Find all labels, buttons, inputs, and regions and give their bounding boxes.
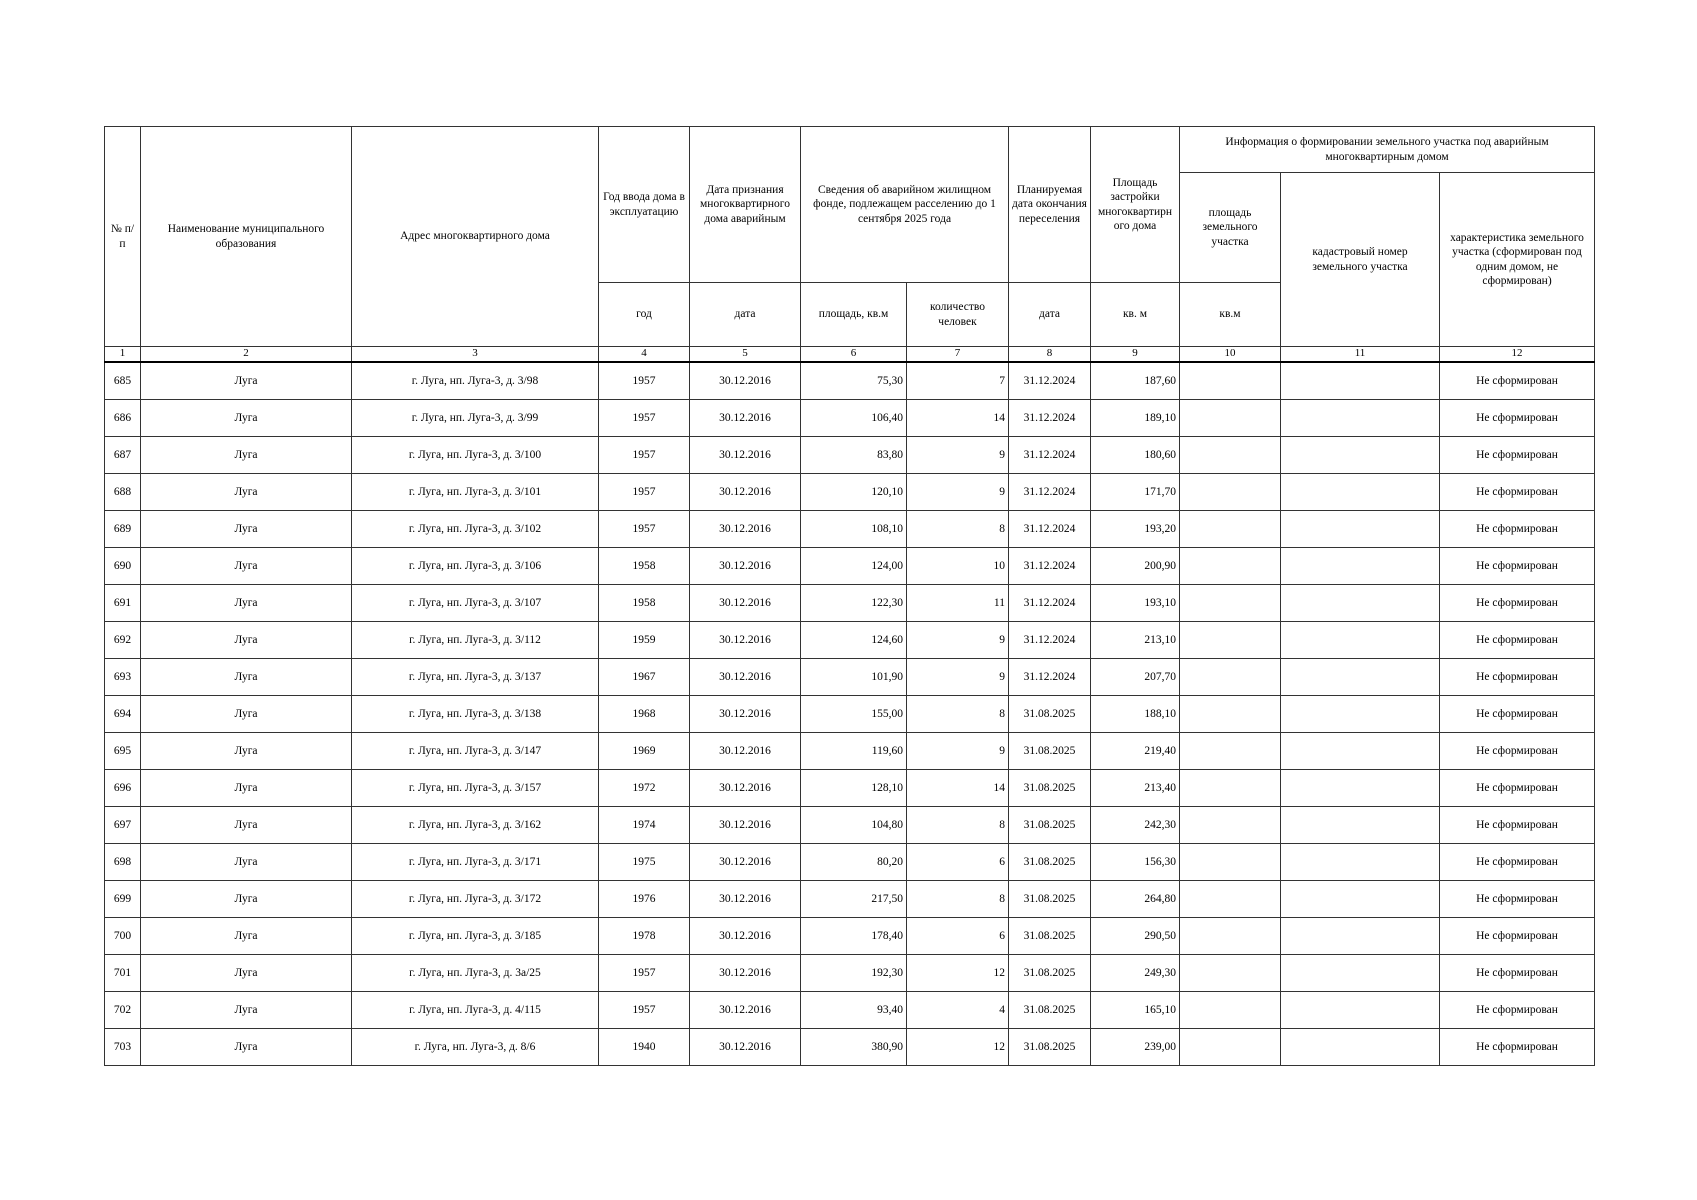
cell-date: 30.12.2016: [690, 511, 801, 548]
column-number: 8: [1009, 347, 1091, 363]
cell-cadastral: [1281, 955, 1440, 992]
cell-num: 686: [105, 400, 141, 437]
cell-date: 30.12.2016: [690, 955, 801, 992]
cell-building-area: 213,10: [1091, 622, 1180, 659]
column-number: 9: [1091, 347, 1180, 363]
cell-people: 8: [907, 511, 1009, 548]
cell-address: г. Луга, нп. Луга-3, д. 3/137: [352, 659, 599, 696]
cell-num: 700: [105, 918, 141, 955]
cell-people: 4: [907, 992, 1009, 1029]
cell-land-area: [1180, 955, 1281, 992]
cell-year: 1967: [599, 659, 690, 696]
table-row: [105, 548, 1595, 585]
cell-building-area: 156,30: [1091, 844, 1180, 881]
cell-cadastral: [1281, 474, 1440, 511]
cell-planned-date: 31.08.2025: [1009, 733, 1091, 770]
cell-people: 8: [907, 807, 1009, 844]
cell-address: г. Луга, нп. Луга-3, д. 3/112: [352, 622, 599, 659]
cell-date: 30.12.2016: [690, 696, 801, 733]
cell-characteristic: Не сформирован: [1440, 918, 1595, 955]
cell-date: 30.12.2016: [690, 400, 801, 437]
cell-area: 104,80: [801, 807, 907, 844]
table-row: [105, 511, 1595, 548]
unit-year: год: [599, 283, 690, 347]
header-land-area: площадь земельного участка: [1180, 173, 1281, 283]
cell-planned-date: 31.08.2025: [1009, 881, 1091, 918]
cell-municipality: Луга: [141, 881, 352, 918]
cell-date: 30.12.2016: [690, 881, 801, 918]
table-row: [105, 733, 1595, 770]
table-row: [105, 659, 1595, 696]
cell-planned-date: 31.12.2024: [1009, 622, 1091, 659]
cell-planned-date: 31.08.2025: [1009, 844, 1091, 881]
table-row: [105, 400, 1595, 437]
cell-num: 691: [105, 585, 141, 622]
cell-municipality: Луга: [141, 844, 352, 881]
cell-num: 690: [105, 548, 141, 585]
cell-municipality: Луга: [141, 585, 352, 622]
cell-people: 11: [907, 585, 1009, 622]
cell-characteristic: Не сформирован: [1440, 585, 1595, 622]
table-row: [105, 918, 1595, 955]
cell-area: 217,50: [801, 881, 907, 918]
table-row: [105, 696, 1595, 733]
cell-people: 12: [907, 1029, 1009, 1066]
cell-municipality: Луга: [141, 955, 352, 992]
cell-building-area: 193,10: [1091, 585, 1180, 622]
cell-building-area: 219,40: [1091, 733, 1180, 770]
cell-area: 83,80: [801, 437, 907, 474]
cell-year: 1974: [599, 807, 690, 844]
table-row: [105, 474, 1595, 511]
cell-people: 8: [907, 881, 1009, 918]
cell-characteristic: Не сформирован: [1440, 992, 1595, 1029]
cell-building-area: 264,80: [1091, 881, 1180, 918]
cell-building-area: 249,30: [1091, 955, 1180, 992]
cell-characteristic: Не сформирован: [1440, 362, 1595, 400]
cell-building-area: 189,10: [1091, 400, 1180, 437]
cell-year: 1976: [599, 881, 690, 918]
cell-num: 702: [105, 992, 141, 1029]
cell-characteristic: Не сформирован: [1440, 807, 1595, 844]
cell-characteristic: Не сформирован: [1440, 548, 1595, 585]
cell-address: г. Луга, нп. Луга-3, д. 3/172: [352, 881, 599, 918]
cell-people: 8: [907, 696, 1009, 733]
header-date-recognized: Дата признания многоквартирного дома аварийным: [690, 127, 801, 283]
cell-building-area: 207,70: [1091, 659, 1180, 696]
cell-building-area: 290,50: [1091, 918, 1180, 955]
cell-address: г. Луга, нп. Луга-3, д. 3/138: [352, 696, 599, 733]
unit-date2: дата: [1009, 283, 1091, 347]
cell-planned-date: 31.08.2025: [1009, 770, 1091, 807]
cell-land-area: [1180, 659, 1281, 696]
cell-num: 697: [105, 807, 141, 844]
cell-land-area: [1180, 918, 1281, 955]
cell-date: 30.12.2016: [690, 659, 801, 696]
cell-cadastral: [1281, 696, 1440, 733]
column-number: 6: [801, 347, 907, 363]
cell-characteristic: Не сформирован: [1440, 696, 1595, 733]
cell-land-area: [1180, 362, 1281, 400]
cell-year: 1957: [599, 992, 690, 1029]
table-row: [105, 807, 1595, 844]
cell-municipality: Луга: [141, 696, 352, 733]
cell-land-area: [1180, 548, 1281, 585]
cell-address: г. Луга, нп. Луга-3, д. 3/171: [352, 844, 599, 881]
cell-building-area: 213,40: [1091, 770, 1180, 807]
cell-area: 75,30: [801, 362, 907, 400]
cell-year: 1968: [599, 696, 690, 733]
cell-municipality: Луга: [141, 474, 352, 511]
cell-cadastral: [1281, 844, 1440, 881]
cell-municipality: Луга: [141, 1029, 352, 1066]
cell-land-area: [1180, 437, 1281, 474]
cell-people: 9: [907, 733, 1009, 770]
cell-characteristic: Не сформирован: [1440, 1029, 1595, 1066]
cell-people: 9: [907, 659, 1009, 696]
cell-year: 1958: [599, 548, 690, 585]
cell-planned-date: 31.12.2024: [1009, 659, 1091, 696]
cell-land-area: [1180, 1029, 1281, 1066]
header-land-info: Информация о формировании земельного участка под аварийным многоквартирным домом: [1180, 127, 1595, 173]
header-year: Год ввода дома в эксплуатацию: [599, 127, 690, 283]
cell-area: 101,90: [801, 659, 907, 696]
cell-date: 30.12.2016: [690, 733, 801, 770]
cell-date: 30.12.2016: [690, 585, 801, 622]
cell-land-area: [1180, 622, 1281, 659]
cell-land-area: [1180, 400, 1281, 437]
cell-people: 6: [907, 844, 1009, 881]
cell-num: 692: [105, 622, 141, 659]
cell-num: 687: [105, 437, 141, 474]
cell-date: 30.12.2016: [690, 770, 801, 807]
header-characteristic: характеристика земельного участка (сформирован под одним домом, не сформирован): [1440, 173, 1595, 347]
cell-cadastral: [1281, 770, 1440, 807]
cell-characteristic: Не сформирован: [1440, 400, 1595, 437]
cell-land-area: [1180, 474, 1281, 511]
cell-num: 696: [105, 770, 141, 807]
header-emergency-info: Сведения об аварийном жилищном фонде, подлежащем расселению до 1 сентября 2025 года: [801, 127, 1009, 283]
column-number: 10: [1180, 347, 1281, 363]
cell-area: 128,10: [801, 770, 907, 807]
cell-address: г. Луга, нп. Луга-3, д. 3а/25: [352, 955, 599, 992]
cell-characteristic: Не сформирован: [1440, 622, 1595, 659]
table-row: [105, 622, 1595, 659]
table-row: [105, 992, 1595, 1029]
cell-num: 693: [105, 659, 141, 696]
cell-land-area: [1180, 585, 1281, 622]
cell-municipality: Луга: [141, 733, 352, 770]
cell-area: 124,60: [801, 622, 907, 659]
cell-num: 698: [105, 844, 141, 881]
cell-year: 1978: [599, 918, 690, 955]
cell-planned-date: 31.12.2024: [1009, 362, 1091, 400]
cell-municipality: Луга: [141, 437, 352, 474]
cell-cadastral: [1281, 437, 1440, 474]
table-row: [105, 955, 1595, 992]
cell-address: г. Луга, нп. Луга-3, д. 3/102: [352, 511, 599, 548]
cell-characteristic: Не сформирован: [1440, 437, 1595, 474]
unit-people: количество человек: [907, 283, 1009, 347]
cell-date: 30.12.2016: [690, 1029, 801, 1066]
cell-building-area: 187,60: [1091, 362, 1180, 400]
cell-municipality: Луга: [141, 400, 352, 437]
cell-municipality: Луга: [141, 770, 352, 807]
cell-land-area: [1180, 696, 1281, 733]
cell-cadastral: [1281, 881, 1440, 918]
cell-land-area: [1180, 881, 1281, 918]
cell-municipality: Луга: [141, 511, 352, 548]
cell-year: 1957: [599, 474, 690, 511]
cell-municipality: Луга: [141, 992, 352, 1029]
cell-date: 30.12.2016: [690, 437, 801, 474]
cell-date: 30.12.2016: [690, 622, 801, 659]
cell-address: г. Луга, нп. Луга-3, д. 3/106: [352, 548, 599, 585]
cell-area: 155,00: [801, 696, 907, 733]
cell-area: 178,40: [801, 918, 907, 955]
cell-year: 1957: [599, 362, 690, 400]
cell-year: 1957: [599, 511, 690, 548]
cell-year: 1975: [599, 844, 690, 881]
cell-building-area: 180,60: [1091, 437, 1180, 474]
cell-address: г. Луга, нп. Луга-3, д. 3/99: [352, 400, 599, 437]
cell-date: 30.12.2016: [690, 548, 801, 585]
cell-cadastral: [1281, 807, 1440, 844]
cell-num: 685: [105, 362, 141, 400]
cell-municipality: Луга: [141, 622, 352, 659]
header-municipality: Наименование муниципального образования: [141, 127, 352, 347]
cell-cadastral: [1281, 548, 1440, 585]
cell-address: г. Луга, нп. Луга-3, д. 3/147: [352, 733, 599, 770]
header-cadastral: кадастровый номер земельного участка: [1281, 173, 1440, 347]
cell-planned-date: 31.08.2025: [1009, 807, 1091, 844]
header-planned-date: Планируемая дата окончания переселения: [1009, 127, 1091, 283]
cell-year: 1940: [599, 1029, 690, 1066]
unit-date: дата: [690, 283, 801, 347]
column-number: 7: [907, 347, 1009, 363]
unit-sqm2: кв.м: [1180, 283, 1281, 347]
cell-cadastral: [1281, 400, 1440, 437]
cell-planned-date: 31.08.2025: [1009, 918, 1091, 955]
cell-people: 9: [907, 437, 1009, 474]
unit-area: площадь, кв.м: [801, 283, 907, 347]
cell-planned-date: 31.08.2025: [1009, 1029, 1091, 1066]
cell-num: 703: [105, 1029, 141, 1066]
cell-address: г. Луга, нп. Луга-3, д. 3/162: [352, 807, 599, 844]
cell-address: г. Луга, нп. Луга-3, д. 3/185: [352, 918, 599, 955]
table-row: [105, 585, 1595, 622]
cell-num: 694: [105, 696, 141, 733]
cell-year: 1957: [599, 955, 690, 992]
cell-building-area: 165,10: [1091, 992, 1180, 1029]
cell-land-area: [1180, 992, 1281, 1029]
cell-year: 1958: [599, 585, 690, 622]
cell-land-area: [1180, 733, 1281, 770]
cell-building-area: 193,20: [1091, 511, 1180, 548]
cell-area: 119,60: [801, 733, 907, 770]
cell-planned-date: 31.12.2024: [1009, 585, 1091, 622]
header-num: № п/п: [105, 127, 141, 347]
cell-date: 30.12.2016: [690, 992, 801, 1029]
cell-num: 695: [105, 733, 141, 770]
cell-area: 124,00: [801, 548, 907, 585]
table-row: [105, 437, 1595, 474]
column-number: 11: [1281, 347, 1440, 363]
cell-municipality: Луга: [141, 362, 352, 400]
header-address: Адрес многоквартирного дома: [352, 127, 599, 347]
cell-area: 93,40: [801, 992, 907, 1029]
cell-people: 9: [907, 622, 1009, 659]
cell-characteristic: Не сформирован: [1440, 881, 1595, 918]
cell-date: 30.12.2016: [690, 362, 801, 400]
table-row: [105, 770, 1595, 807]
cell-area: 80,20: [801, 844, 907, 881]
column-number: 3: [352, 347, 599, 363]
cell-address: г. Луга, нп. Луга-3, д. 3/100: [352, 437, 599, 474]
cell-land-area: [1180, 770, 1281, 807]
cell-planned-date: 31.08.2025: [1009, 696, 1091, 733]
cell-characteristic: Не сформирован: [1440, 474, 1595, 511]
cell-land-area: [1180, 511, 1281, 548]
column-number: 4: [599, 347, 690, 363]
cell-characteristic: Не сформирован: [1440, 770, 1595, 807]
cell-area: 108,10: [801, 511, 907, 548]
cell-year: 1957: [599, 437, 690, 474]
cell-cadastral: [1281, 659, 1440, 696]
cell-year: 1972: [599, 770, 690, 807]
cell-cadastral: [1281, 511, 1440, 548]
table-row: [105, 881, 1595, 918]
unit-sqm: кв. м: [1091, 283, 1180, 347]
table-body: [105, 362, 1595, 1066]
cell-characteristic: Не сформирован: [1440, 511, 1595, 548]
cell-planned-date: 31.12.2024: [1009, 548, 1091, 585]
cell-municipality: Луга: [141, 659, 352, 696]
housing-table: [104, 126, 1595, 1066]
cell-planned-date: 31.12.2024: [1009, 474, 1091, 511]
cell-people: 14: [907, 400, 1009, 437]
cell-people: 6: [907, 918, 1009, 955]
cell-cadastral: [1281, 622, 1440, 659]
cell-planned-date: 31.12.2024: [1009, 437, 1091, 474]
cell-year: 1957: [599, 400, 690, 437]
cell-area: 380,90: [801, 1029, 907, 1066]
cell-cadastral: [1281, 992, 1440, 1029]
cell-planned-date: 31.12.2024: [1009, 511, 1091, 548]
cell-area: 106,40: [801, 400, 907, 437]
column-number-row: [105, 347, 1595, 363]
table-row: [105, 844, 1595, 881]
cell-date: 30.12.2016: [690, 844, 801, 881]
cell-date: 30.12.2016: [690, 918, 801, 955]
cell-num: 689: [105, 511, 141, 548]
cell-people: 9: [907, 474, 1009, 511]
cell-num: 688: [105, 474, 141, 511]
cell-cadastral: [1281, 1029, 1440, 1066]
cell-address: г. Луга, нп. Луга-3, д. 4/115: [352, 992, 599, 1029]
cell-planned-date: 31.12.2024: [1009, 400, 1091, 437]
cell-year: 1959: [599, 622, 690, 659]
cell-address: г. Луга, нп. Луга-3, д. 3/101: [352, 474, 599, 511]
cell-land-area: [1180, 844, 1281, 881]
cell-year: 1969: [599, 733, 690, 770]
cell-municipality: Луга: [141, 918, 352, 955]
column-number: 5: [690, 347, 801, 363]
cell-cadastral: [1281, 362, 1440, 400]
cell-building-area: 171,70: [1091, 474, 1180, 511]
cell-building-area: 188,10: [1091, 696, 1180, 733]
cell-cadastral: [1281, 918, 1440, 955]
cell-characteristic: Не сформирован: [1440, 733, 1595, 770]
header-building-area: Площадь застройки многоквартирн ого дома: [1091, 127, 1180, 283]
cell-planned-date: 31.08.2025: [1009, 992, 1091, 1029]
cell-date: 30.12.2016: [690, 474, 801, 511]
cell-municipality: Луга: [141, 548, 352, 585]
cell-municipality: Луга: [141, 807, 352, 844]
cell-cadastral: [1281, 733, 1440, 770]
cell-num: 699: [105, 881, 141, 918]
cell-characteristic: Не сформирован: [1440, 659, 1595, 696]
column-number: 1: [105, 347, 141, 363]
cell-area: 122,30: [801, 585, 907, 622]
cell-building-area: 239,00: [1091, 1029, 1180, 1066]
column-number: 2: [141, 347, 352, 363]
table-row: [105, 362, 1595, 400]
cell-characteristic: Не сформирован: [1440, 955, 1595, 992]
cell-address: г. Луга, нп. Луга-3, д. 3/98: [352, 362, 599, 400]
cell-area: 192,30: [801, 955, 907, 992]
cell-address: г. Луга, нп. Луга-3, д. 3/107: [352, 585, 599, 622]
cell-people: 14: [907, 770, 1009, 807]
cell-cadastral: [1281, 585, 1440, 622]
cell-planned-date: 31.08.2025: [1009, 955, 1091, 992]
cell-building-area: 242,30: [1091, 807, 1180, 844]
cell-people: 7: [907, 362, 1009, 400]
cell-num: 701: [105, 955, 141, 992]
cell-address: г. Луга, нп. Луга-3, д. 3/157: [352, 770, 599, 807]
column-number: 12: [1440, 347, 1595, 363]
cell-land-area: [1180, 807, 1281, 844]
cell-address: г. Луга, нп. Луга-3, д. 8/6: [352, 1029, 599, 1066]
table-row: [105, 1029, 1595, 1066]
cell-characteristic: Не сформирован: [1440, 844, 1595, 881]
cell-building-area: 200,90: [1091, 548, 1180, 585]
cell-people: 12: [907, 955, 1009, 992]
cell-people: 10: [907, 548, 1009, 585]
cell-date: 30.12.2016: [690, 807, 801, 844]
cell-area: 120,10: [801, 474, 907, 511]
